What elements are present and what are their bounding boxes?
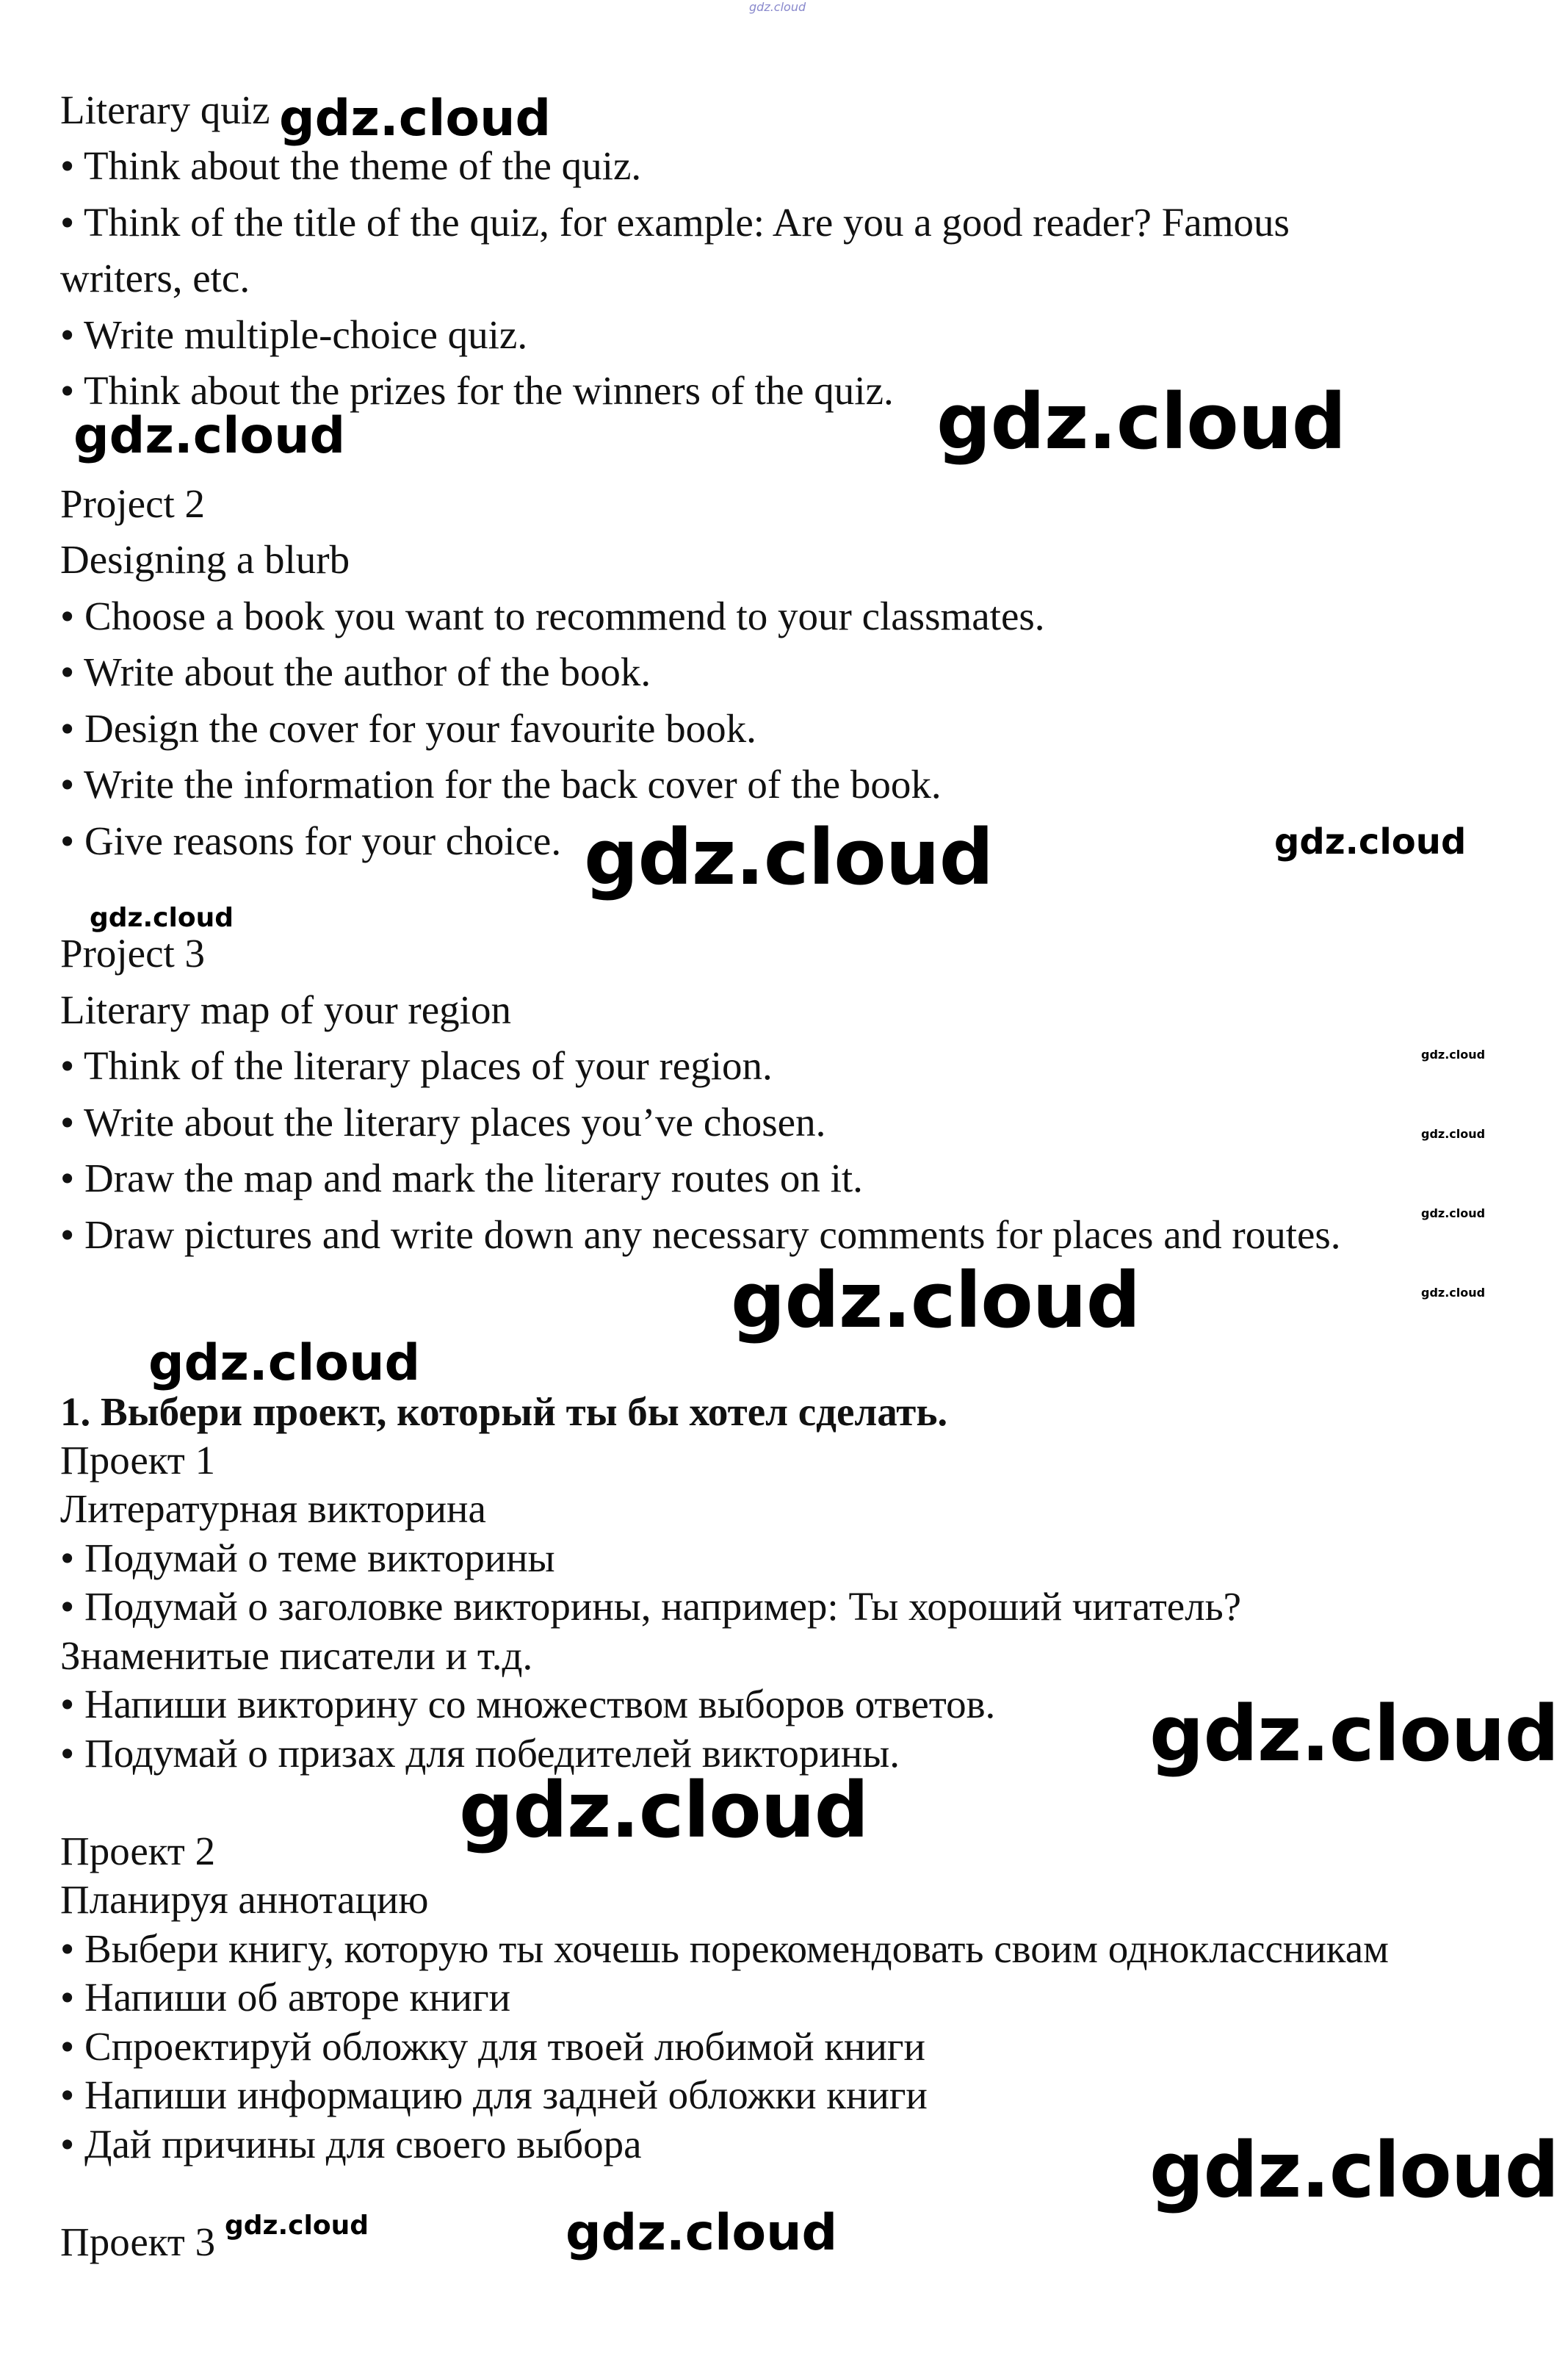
ru-project2-item: • Дай причины для своего выбора <box>60 2122 642 2167</box>
ru-task-heading: 1. Выбери проект, который ты бы хотел сделать. <box>60 1389 948 1434</box>
en-project3-item: • Draw pictures and write down any necessary comments for places and routes. <box>60 1212 1341 1257</box>
en-project1-item: • Think about the theme of the quiz. <box>60 143 642 188</box>
en-project1-item: • Write multiple-choice quiz. <box>60 312 528 357</box>
ru-project2-title: Планируя аннотацию <box>60 1877 429 1922</box>
en-project2-item: • Write about the author of the book. <box>60 649 651 694</box>
ru-project1-item: • Подумай о теме викторины <box>60 1535 555 1580</box>
ru-project1-item: Знаменитые писатели и т.д. <box>60 1633 533 1678</box>
watermark: gdz.cloud <box>566 2204 838 2262</box>
en-project3-title: Literary map of your region <box>60 987 511 1032</box>
ru-project2-item: • Выбери книгу, которую ты хочешь порекомендовать своим одноклассникам <box>60 1926 1389 1971</box>
ru-project1-item: • Подумай о заголовке викторины, например: Ты хороший читатель? <box>60 1584 1242 1629</box>
en-project2-item: • Choose a book you want to recommend to your classmates. <box>60 594 1045 638</box>
ru-project2-item: • Напиши информацию для задней обложки книги <box>60 2072 928 2117</box>
en-project2-heading: Project 2 <box>60 481 206 526</box>
watermark: gdz.cloud <box>936 377 1346 467</box>
en-project1-item: writers, etc. <box>60 256 250 300</box>
en-project3-item: • Think of the literary places of your region. <box>60 1043 773 1088</box>
en-project1-title: Literary quiz <box>60 87 270 132</box>
en-project2-item: • Give reasons for your choice. <box>60 818 562 863</box>
watermark: gdz.cloud <box>1149 2125 1559 2215</box>
ru-project2-item: • Спроектируй обложку для твоей любимой книги <box>60 2024 925 2069</box>
watermark: gdz.cloud <box>73 407 346 465</box>
en-project1-item: • Think of the title of the quiz, for example: Are you a good reader? Famous <box>60 200 1290 245</box>
watermark: gdz.cloud <box>148 1334 421 1392</box>
watermark: gdz.cloud <box>1274 821 1467 862</box>
ru-project2-item: • Напиши об авторе книги <box>60 1975 511 2020</box>
ru-project2-heading: Проект 2 <box>60 1829 216 1873</box>
ru-project3-heading: Проект 3 <box>60 2219 216 2264</box>
en-project2-item: • Design the cover for your favourite book. <box>60 706 756 751</box>
watermark: gdz.cloud <box>1149 1689 1559 1779</box>
watermark: gdz.cloud <box>1421 1286 1486 1300</box>
ru-project1-heading: Проект 1 <box>60 1438 216 1483</box>
ru-project1-item: • Подумай о призах для победителей викторины. <box>60 1731 900 1776</box>
watermark: gdz.cloud <box>459 1765 869 1855</box>
en-project3-heading: Project 3 <box>60 931 206 976</box>
en-project3-item: • Draw the map and mark the literary routes on it. <box>60 1156 863 1200</box>
watermark: gdz.cloud <box>731 1256 1141 1345</box>
watermark: gdz.cloud <box>584 813 994 902</box>
watermark: gdz.cloud <box>1421 1048 1486 1062</box>
en-project2-title: Designing a blurb <box>60 537 350 582</box>
watermark: gdz.cloud <box>225 2211 369 2241</box>
watermark: gdz.cloud <box>749 0 806 14</box>
en-project1-item: • Think about the prizes for the winners of the quiz. <box>60 368 894 413</box>
ru-project1-title: Литературная викторина <box>60 1486 486 1531</box>
watermark: gdz.cloud <box>90 903 234 933</box>
ru-project1-item: • Напиши викторину со множеством выборов ответов. <box>60 1682 996 1726</box>
watermark: gdz.cloud <box>1421 1127 1486 1141</box>
watermark: gdz.cloud <box>279 90 552 148</box>
en-project3-item: • Write about the literary places you’ve chosen. <box>60 1100 826 1145</box>
en-project2-item: • Write the information for the back cover of the book. <box>60 762 942 807</box>
watermark: gdz.cloud <box>1421 1206 1486 1220</box>
